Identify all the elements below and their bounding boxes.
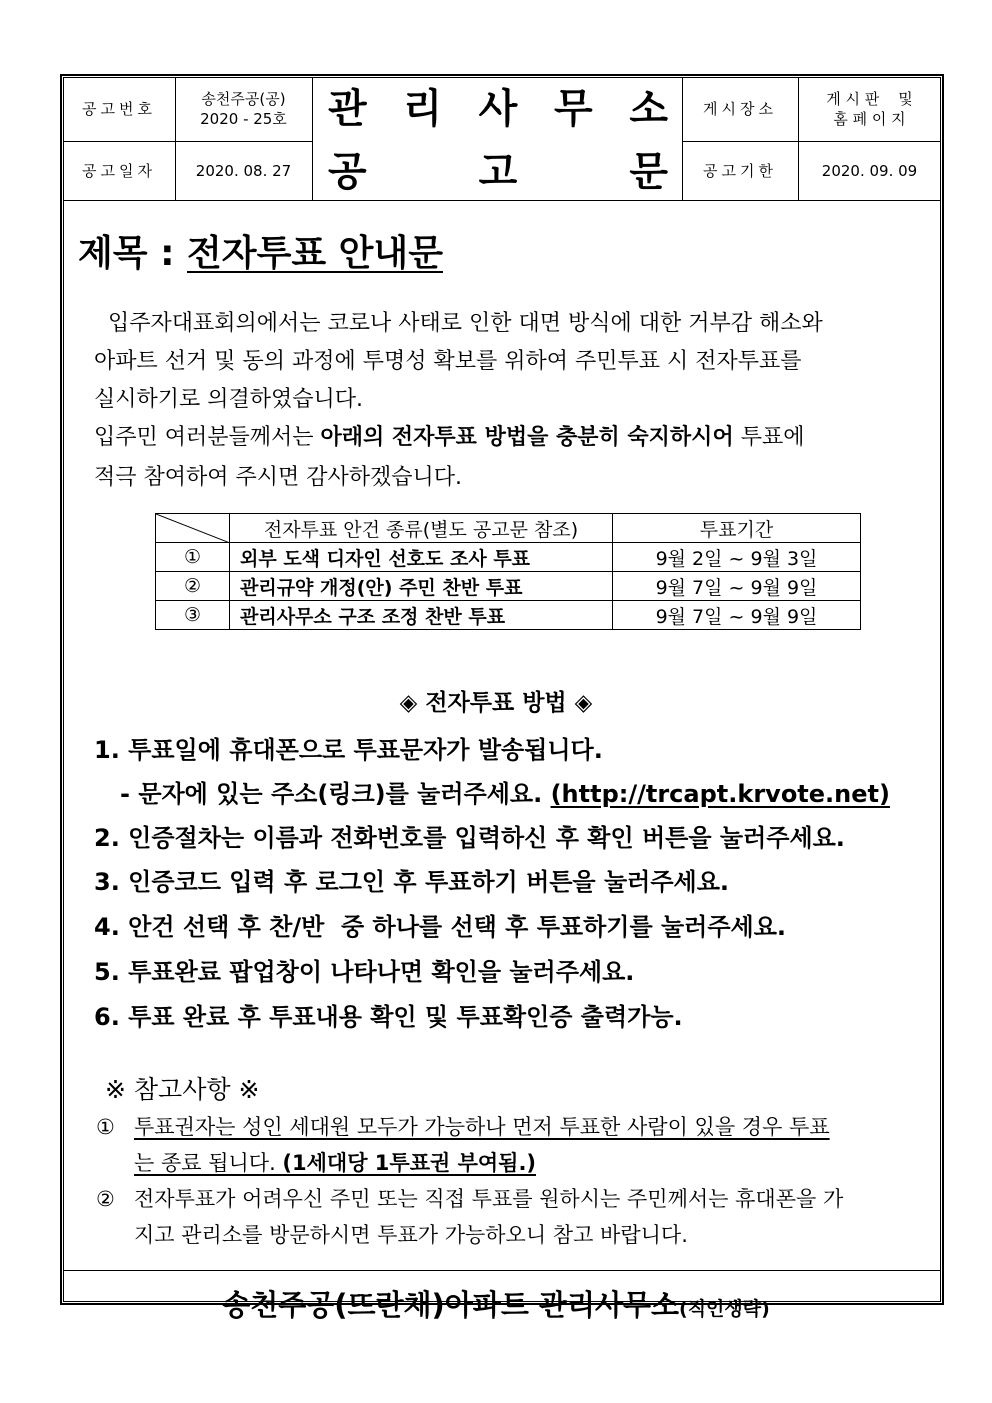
note-mark: ① [96, 1115, 115, 1139]
row-period: 9월 7일 ~ 9월 9일 [613, 572, 861, 601]
header-vline [312, 77, 313, 201]
note-emphasis: (1세대당 1투표권 부여됨.) [282, 1151, 537, 1175]
row-item: 관리사무소 구조 조정 찬반 투표 [230, 601, 613, 630]
post-place-label: 게시장소 [703, 100, 777, 118]
note-mark: ② [96, 1187, 115, 1211]
row-number: ③ [156, 601, 230, 630]
notice-date-value: 2020. 08. 27 [195, 162, 292, 180]
subject-prefix: 제목 : [78, 233, 188, 274]
note-2-cont [96, 1216, 688, 1254]
title-line1 [320, 80, 676, 138]
body-line: 적극 참여하여 주시면 감사하겠습니다. [94, 465, 463, 490]
post-place-value [798, 77, 941, 141]
notice-no-label: 공고번호 [82, 100, 156, 118]
subject-title: 전자투표 안내문 [187, 233, 443, 274]
method-step-text: - 문자에 있는 주소(링크)를 눌러주세요. [120, 780, 543, 808]
row-number: ① [156, 543, 230, 572]
table-header-item: 전자투표 안건 종류(별도 공고문 참조) [230, 514, 613, 543]
notice-date-label: 공고일자 [82, 162, 156, 180]
row-item: 관리규약 개정(안) 주민 찬반 투표 [230, 572, 613, 601]
title-char: 공 [328, 148, 367, 195]
footer-org-name: 송천주공(뜨란채)아파트 관리사무소 [222, 1288, 680, 1322]
post-place-value-line2: 홈 페 이 지 [833, 110, 906, 128]
notes-title: ※ 참고사항 ※ [105, 1075, 260, 1104]
note-text: 지고 관리소를 방문하시면 투표가 가능하오니 참고 바랍니다. [134, 1223, 688, 1247]
row-period: 9월 2일 ~ 9월 3일 [613, 543, 861, 572]
title-char: 리 [403, 86, 442, 132]
subject [78, 225, 443, 276]
notice-no-value-line1: 송천주공(공) [201, 90, 286, 108]
notice-no-value [175, 77, 312, 141]
footer-seal-note: (직인생략) [679, 1298, 770, 1320]
body-text: 입주민 여러분들께서는 [94, 425, 321, 450]
vote-link[interactable]: (http://trcapt.krvote.net) [550, 780, 890, 808]
body-text: 투표에 [733, 425, 805, 450]
method-step: 1. 투표일에 휴대폰으로 투표문자가 발송됩니다. [94, 736, 603, 764]
body-line: 아파트 선거 및 동의 과정에 투명성 확보를 위하여 주민투표 시 전자투표를 [94, 349, 802, 374]
note-text: 는 종료 됩니다. [134, 1151, 283, 1175]
note-text: 전자투표가 어려우신 주민 또는 직접 투표를 원하시는 주민께서는 휴대폰을 가 [134, 1187, 844, 1211]
note-2 [96, 1180, 843, 1218]
method-step: 2. 인증절차는 이름과 전화번호를 입력하신 후 확인 버튼을 눌러주세요. [94, 824, 845, 852]
title-line2 [320, 143, 676, 200]
header-bottom-line [63, 200, 941, 201]
method-substep [120, 774, 890, 809]
table-row [156, 543, 861, 572]
method-step: 5. 투표완료 팝업창이 나타나면 확인을 눌러주세요. [94, 958, 635, 986]
method-step: 6. 투표 완료 후 투표내용 확인 및 투표확인증 출력가능. [94, 1003, 683, 1031]
title-char: 고 [478, 148, 518, 195]
title-char: 문 [629, 148, 668, 195]
note-1-cont [96, 1144, 536, 1182]
note-text: 투표권자는 성인 세대원 모두가 가능하나 먼저 투표한 사람이 있을 경우 투표 [134, 1115, 830, 1139]
body-line [94, 419, 804, 457]
body-line: 실시하기로 의결하였습니다. [94, 387, 364, 412]
diagonal-cell [156, 514, 230, 543]
title-char: 사 [478, 86, 518, 132]
title-char: 무 [553, 86, 593, 132]
table-row [156, 572, 861, 601]
body-line: 입주자대표회의에서는 코로나 사태로 인한 대면 방식에 대한 거부감 해소와 [94, 311, 823, 336]
post-place-value-line1: 게 시 판 및 [826, 90, 913, 108]
deadline-label: 공고기한 [703, 162, 777, 180]
title-char: 소 [629, 86, 668, 132]
deadline-value: 2020. 09. 09 [821, 162, 918, 180]
method-step: 3. 인증코드 입력 후 로그인 후 투표하기 버튼을 눌러주세요. [94, 868, 730, 896]
notice-no-value-line2: 2020 - 25호 [200, 110, 287, 128]
table-row [156, 601, 861, 630]
diagonal-line [156, 514, 230, 543]
footer-divider [63, 1270, 941, 1271]
table-header-period: 투표기간 [613, 514, 861, 543]
vote-table [155, 513, 861, 630]
title-char: 관 [328, 86, 367, 132]
row-number: ② [156, 572, 230, 601]
row-item: 외부 도색 디자인 선호도 조사 투표 [230, 543, 613, 572]
method-title: ◈ 전자투표 방법 ◈ [399, 690, 593, 716]
body-emphasis: 아래의 전자투표 방법을 충분히 숙지하시어 [320, 425, 734, 450]
method-step: 4. 안건 선택 후 찬/반 중 하나를 선택 후 투표하기를 눌러주세요. [94, 913, 787, 941]
footer-org [0, 1283, 992, 1324]
note-1 [96, 1108, 830, 1146]
row-period: 9월 7일 ~ 9월 9일 [613, 601, 861, 630]
table-header-row [156, 514, 861, 543]
